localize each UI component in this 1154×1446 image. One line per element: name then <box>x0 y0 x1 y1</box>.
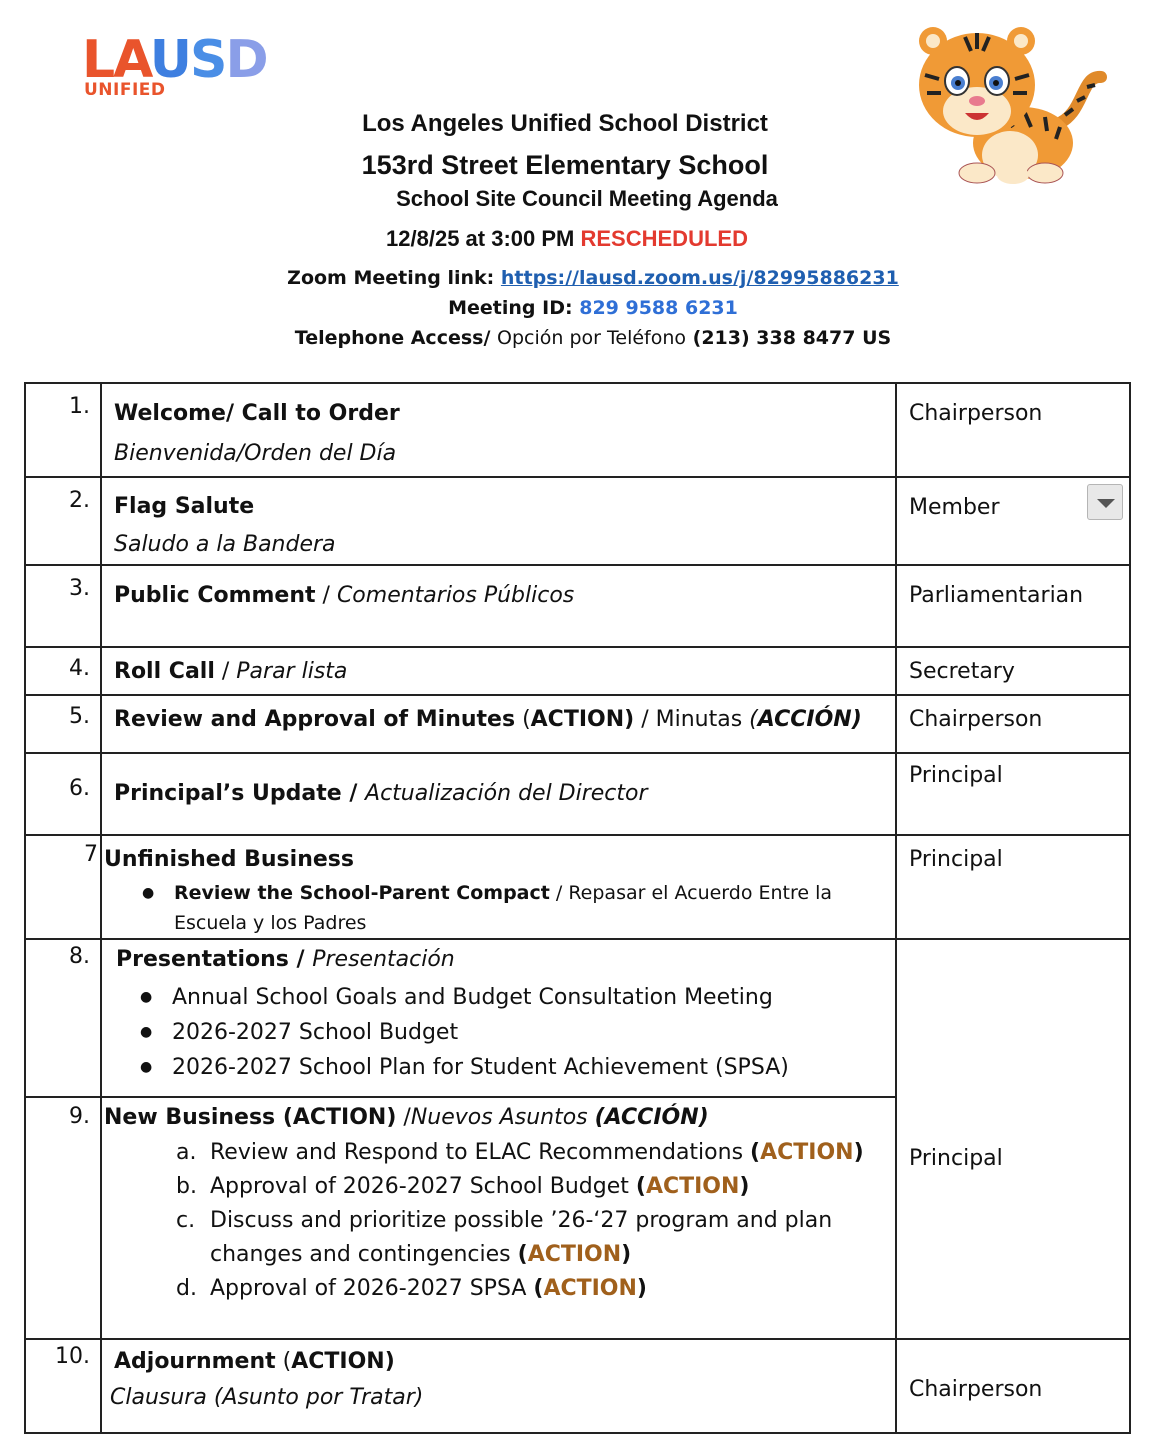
item-number: 7 <box>25 835 101 939</box>
item-cell <box>101 565 896 647</box>
item-cell <box>101 939 896 1097</box>
list-text: Review and Respond to ELAC Recommendations <box>210 1140 751 1165</box>
meeting-id-label: Meeting ID: <box>448 297 573 319</box>
table-row <box>25 835 1130 939</box>
meeting-datetime <box>0 226 1144 252</box>
table-row <box>25 753 1130 835</box>
item-role: Chairperson <box>896 383 1130 477</box>
separator: / <box>315 583 337 608</box>
item-role: Principal <box>896 939 1130 1339</box>
item-subtitle: Parar lista <box>236 659 348 684</box>
list-item: d. Approval of 2026-2027 SPSA (ACTION) <box>176 1272 883 1306</box>
phone-number: (213) 338 8477 US <box>692 327 892 349</box>
phone-option: Opción por Teléfono <box>497 327 687 349</box>
item-number: 3. <box>25 565 101 647</box>
item-role: Secretary <box>896 647 1130 695</box>
separator: / <box>214 659 237 684</box>
district-title: Los Angeles Unified School District <box>362 110 768 137</box>
item-number: 8. <box>25 939 101 1097</box>
bullet-text: Repasar el Acuerdo Entre la Escuela y los Padres <box>174 882 833 934</box>
zoom-line <box>16 267 1154 289</box>
item-subtitle: Presentación <box>312 947 455 972</box>
item-subtitle: Nuevos Asuntos <box>410 1105 595 1130</box>
separator: / <box>288 947 313 972</box>
logo-subtext: UNIFIED <box>84 80 166 100</box>
list-item: ● 2026-2027 School Plan for Student Achievement (SPSA) <box>140 1050 883 1085</box>
table-row <box>25 1339 1130 1433</box>
item-subtitle: Bienvenida/Orden del Día <box>114 441 397 466</box>
separator: / Minutas <box>634 707 750 732</box>
list-item: c. Discuss and prioritize possible ’26-‘27 program and plan changes and contingencies (ACTION) <box>176 1204 883 1272</box>
agenda-table <box>24 382 1129 1422</box>
paren: ( <box>515 707 531 732</box>
datetime-text: 12/8/25 at 3:00 PM <box>386 226 575 251</box>
item-cell <box>101 1097 896 1339</box>
item-title: Presentations <box>116 947 289 972</box>
list-marker: c. <box>176 1208 196 1233</box>
item-title: Flag Salute <box>114 494 255 519</box>
accion-label: ACCIÓN) <box>757 707 862 732</box>
list-text: Discuss and prioritize possible ’26-‘27 program and plan changes and contingencies <box>210 1208 833 1267</box>
item-cell <box>101 477 896 565</box>
item-number: 5. <box>25 695 101 753</box>
item-title: Roll Call <box>114 659 215 684</box>
list-item: ● 2026-2027 School Budget <box>140 1015 883 1050</box>
action-label: ACTION) <box>530 707 635 732</box>
item-subtitle: Actualización del Director <box>365 781 648 806</box>
table-row <box>25 939 1130 1097</box>
list-text: Approval of 2026-2027 School Budget <box>210 1174 636 1199</box>
list-item: ● Annual School Goals and Budget Consultation Meeting <box>140 980 883 1015</box>
item-number: 6. <box>25 753 101 835</box>
item-role: Chairperson <box>896 695 1130 753</box>
meeting-title: School Site Council Meeting Agenda <box>396 186 778 211</box>
action-label: ACTION <box>645 1174 740 1199</box>
zoom-label: Zoom Meeting link: <box>287 267 495 289</box>
item-role: Member <box>909 495 1000 520</box>
item-title: New Business (ACTION) <box>104 1105 397 1130</box>
item-title: Adjournment <box>114 1349 276 1374</box>
item-role: Principal <box>896 835 1130 939</box>
phone-label: Telephone Access/ <box>294 327 491 349</box>
item-subtitle: Saludo a la Bandera <box>114 532 336 557</box>
list-marker: b. <box>176 1174 197 1199</box>
meeting-id-value: 829 9588 6231 <box>579 297 738 319</box>
item-cell <box>101 1339 896 1433</box>
item-number: 9. <box>25 1097 101 1339</box>
item-title: Welcome/ Call to Order <box>114 401 400 426</box>
separator: / <box>396 1105 411 1130</box>
item-number: 2. <box>25 477 101 565</box>
paren: ( <box>749 707 758 732</box>
phone-line <box>16 327 1154 349</box>
meeting-id-line <box>16 297 1154 319</box>
action-label: ACTION <box>543 1276 637 1301</box>
list-item: b. Approval of 2026-2027 School Budget (ACTION) <box>176 1170 883 1204</box>
item-sublist <box>104 1136 883 1306</box>
item-title: Unfinished Business <box>104 847 354 872</box>
item-role-cell <box>896 477 1130 565</box>
table-row <box>25 647 1130 695</box>
school-name: 153rd Street Elementary School <box>361 150 769 180</box>
role-dropdown-icon[interactable] <box>1087 484 1123 520</box>
item-cell <box>101 695 896 753</box>
list-item: a. Review and Respond to ELAC Recommendations (ACTION) <box>176 1136 883 1170</box>
item-cell <box>101 647 896 695</box>
item-title: Principal’s Update <box>114 781 342 806</box>
table-row <box>25 565 1130 647</box>
action-label: ACTION <box>527 1242 622 1267</box>
table-row <box>25 383 1130 477</box>
list-item <box>142 878 883 938</box>
paren: ( <box>275 1349 292 1374</box>
item-role: Parliamentarian <box>896 565 1130 647</box>
item-cell <box>101 835 896 939</box>
lausd-logo <box>82 32 302 102</box>
list-text: Approval of 2026-2027 SPSA <box>210 1276 534 1301</box>
item-subtitle: Clausura (Asunto por Tratar) <box>110 1385 424 1410</box>
item-number: 4. <box>25 647 101 695</box>
accion-label: (ACCIÓN) <box>594 1105 709 1130</box>
item-cell <box>101 753 896 835</box>
table-row <box>25 477 1130 565</box>
item-cell <box>101 383 896 477</box>
separator: / <box>341 781 366 806</box>
bullet-bold: Review the School-Parent Compact <box>174 882 550 904</box>
action-label: ACTION) <box>291 1349 395 1374</box>
item-subtitle: Comentarios Públicos <box>336 583 575 608</box>
item-role: Chairperson <box>896 1339 1130 1433</box>
item-bullets <box>116 980 883 1085</box>
item-number: 1. <box>25 383 101 477</box>
item-bullets <box>104 878 883 938</box>
item-title: Review and Approval of Minutes <box>114 707 516 732</box>
list-marker: d. <box>176 1276 197 1301</box>
zoom-link[interactable]: https://lausd.zoom.us/j/82995886231 <box>500 267 899 289</box>
item-number: 10. <box>25 1339 101 1433</box>
item-role: Principal <box>896 753 1130 835</box>
separator: / <box>549 882 569 904</box>
rescheduled-badge: RESCHEDULED <box>580 226 748 251</box>
item-title: Public Comment <box>114 583 316 608</box>
list-marker: a. <box>176 1140 197 1165</box>
logo-wordmark: LAUSD <box>82 30 267 90</box>
table-row <box>25 695 1130 753</box>
action-label: ACTION <box>760 1140 854 1165</box>
